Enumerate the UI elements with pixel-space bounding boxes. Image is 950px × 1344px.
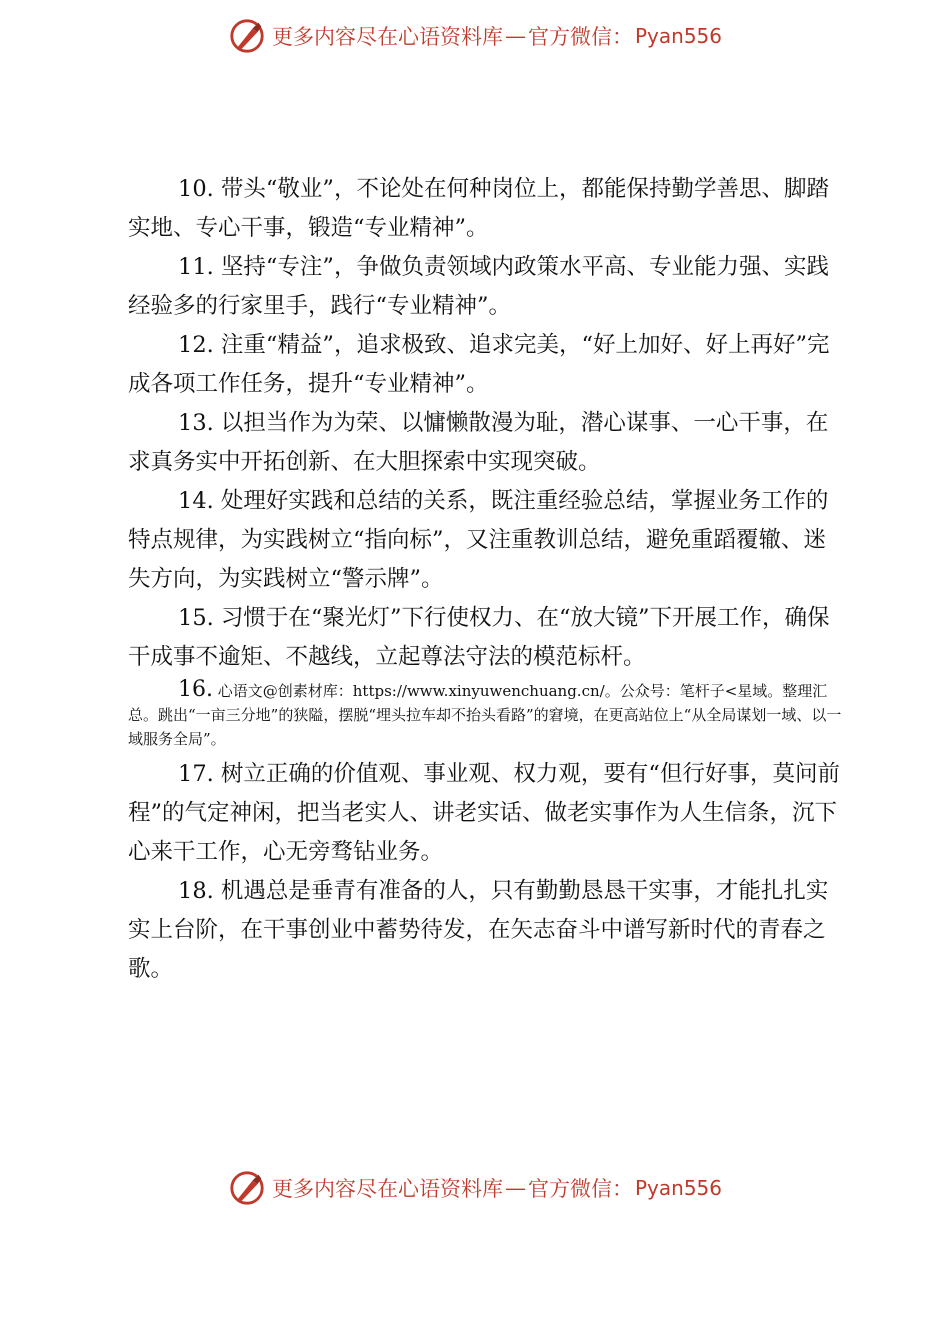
banner-text: 更多内容尽在心语资料库 bbox=[271, 25, 503, 49]
paragraph-17: 17. 树立正确的价值观、事业观、权力观，要有“但行好事，莫问前程”的气定神闲，把当老实人、讲老实话、做老实事作为人生信条，沉下心来干工作，心无旁骛钻业务。 bbox=[128, 761, 840, 865]
pen-nib-logo-icon bbox=[228, 17, 266, 55]
paragraph-16-text: 心语文@创素材库：https://www.xinyuwenchuang.cn/。公众号：笔杆子<星域。整理汇总。跳出“一亩三分地”的狭隘，摆脱“埋头拉车却不抬头看路”的窘境，在更高站位上“从全局谋划一域、以一域服务全局”。 bbox=[128, 682, 842, 748]
banner-dash: — bbox=[504, 24, 526, 48]
paragraph-12: 12. 注重“精益”，追求极致、追求完美，“好上加好、好上再好”完成各项工作任务，提升“专业精神”。 bbox=[128, 332, 830, 397]
paragraph-16 bbox=[128, 678, 848, 751]
banner-dash: — bbox=[504, 1176, 526, 1200]
paragraph-11: 11. 坚持“专注”，争做负责领域内政策水平高、专业能力强、实践经验多的行家里手，践行“专业精神”。 bbox=[128, 254, 829, 319]
paragraph-14: 14. 处理好实践和总结的关系，既注重经验总结，掌握业务工作的特点规律，为实践树立“指向标”，又注重教训总结，避免重蹈覆辙、迷失方向，为实践树立“警示牌”。 bbox=[128, 488, 829, 592]
header-banner bbox=[0, 16, 950, 56]
paragraph-10: 10. 带头“敬业”，不论处在何种岗位上，都能保持勤学善思、脚踏实地、专心干事，锻造“专业精神”。 bbox=[128, 176, 829, 241]
paragraph-15: 15. 习惯于在“聚光灯”下行使权力、在“放大镜”下开展工作，确保干成事不逾矩、不越线，立起尊法守法的模范标杆。 bbox=[128, 605, 830, 670]
banner-wechat-id: Pyan556 bbox=[634, 1176, 722, 1200]
pen-nib-logo-icon bbox=[228, 1169, 266, 1207]
banner-text: 更多内容尽在心语资料库 bbox=[271, 1177, 503, 1201]
footer-banner bbox=[0, 1168, 950, 1208]
paragraph-18: 18. 机遇总是垂青有准备的人，只有勤勤恳恳干实事，才能扎扎实实上台阶，在干事创业中蓄势待发，在矢志奋斗中谱写新时代的青春之歌。 bbox=[128, 878, 829, 982]
paragraph-13: 13. 以担当作为为荣、以慵懒散漫为耻，潜心谋事、一心干事，在求真务实中开拓创新、在大胆探索中实现突破。 bbox=[128, 410, 829, 475]
banner-label: 官方微信： bbox=[527, 25, 633, 49]
paragraph-16-number: 16. bbox=[178, 677, 213, 702]
banner-label: 官方微信： bbox=[527, 1177, 633, 1201]
banner-wechat-id: Pyan556 bbox=[634, 24, 722, 48]
document-body bbox=[128, 170, 848, 989]
